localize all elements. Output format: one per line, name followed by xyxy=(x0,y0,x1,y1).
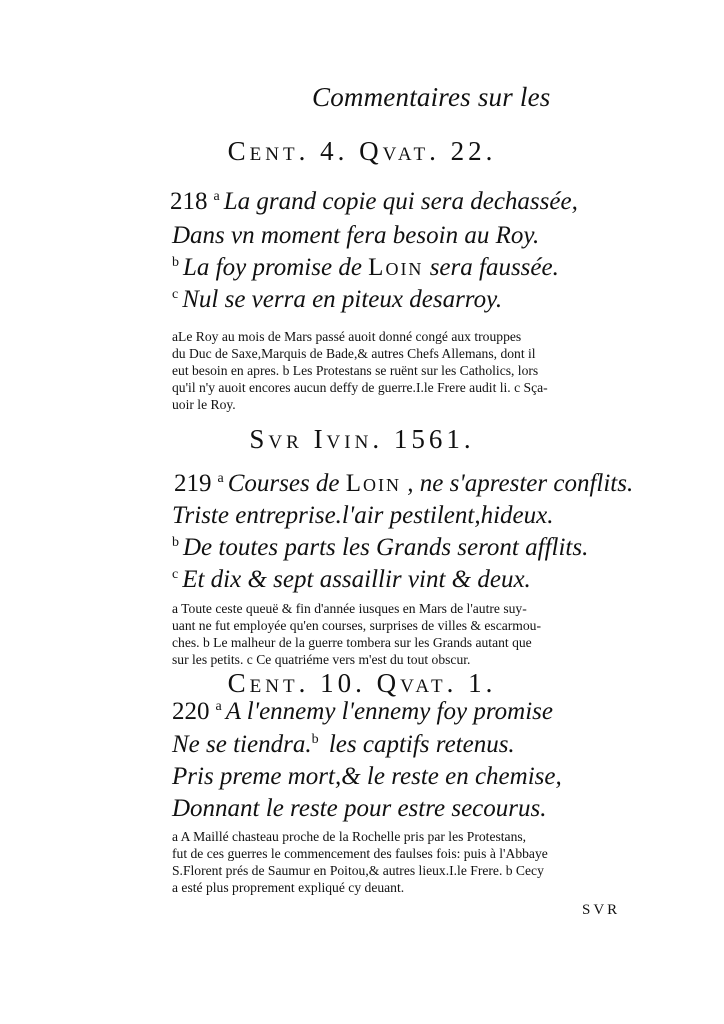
note-mark: c xyxy=(172,566,179,582)
verse-text: Et dix & sept assaillir vint & deux. xyxy=(182,566,531,593)
commentary-line: a Toute ceste queuë & fin d'année iusques en Mars de l'autre suy- xyxy=(172,601,527,616)
verse-text: Pris preme mort,& le reste en chemise, xyxy=(172,763,562,790)
commentary-line: a A Maillé chasteau proche de la Rochelle pris par les Protestans, xyxy=(172,829,527,844)
note-mark: c xyxy=(172,286,179,302)
verse-line xyxy=(172,286,502,314)
place-name: Loin xyxy=(368,254,424,281)
verse-text: Courses de xyxy=(227,470,346,497)
verse-text: Ne se tiendra. xyxy=(172,731,312,758)
verse-text: A l'ennemy l'ennemy foy promise xyxy=(225,698,553,725)
verse-line xyxy=(172,222,539,250)
section-heading: Cent. 10. Qvat. 1. xyxy=(227,668,497,698)
verse-text: , ne s'aprester conflits. xyxy=(401,470,634,497)
verse-line xyxy=(172,698,553,726)
commentary-line: eut besoin en apres. b Les Protestans se ruënt sur les Catholics, lors xyxy=(172,363,539,378)
note-mark: a xyxy=(217,470,224,486)
note-mark: a xyxy=(213,188,220,204)
quatrain-number: 219 xyxy=(174,470,212,497)
commentary-line: aLe Roy au mois de Mars passé auoit donné congé aux trouppes xyxy=(172,329,522,344)
verse-text: les captifs retenus. xyxy=(322,731,515,758)
catchword: SVR xyxy=(582,902,621,918)
commentary-line: S.Florent prés de Saumur en Poitou,& autres lieux.I.le Frere. b Cecy xyxy=(172,863,544,878)
commentary-line: a esté plus proprement expliqué cy deuant. xyxy=(172,880,405,895)
verse-text: Triste entreprise.l'air pestilent,hideux. xyxy=(172,502,554,529)
quatrain-number: 220 xyxy=(172,698,210,725)
note-mark: b xyxy=(172,534,179,550)
section-heading: Cent. 4. Qvat. 22. xyxy=(227,136,497,166)
verse-line xyxy=(172,763,562,791)
verse-text: La grand copie qui sera dechassée, xyxy=(223,188,578,215)
commentary-line: du Duc de Saxe,Marquis de Bade,& autres Chefs Allemans, dont il xyxy=(172,346,536,361)
verse-line xyxy=(170,188,578,216)
note-mark: a xyxy=(215,698,222,714)
verse-line xyxy=(172,254,559,282)
place-name: Loin xyxy=(345,470,402,497)
commentary-line: uant ne fut employée qu'en courses, surprises de villes & escarmou- xyxy=(172,618,541,633)
verse-line xyxy=(174,470,633,498)
commentary xyxy=(172,328,640,413)
note-mark: b xyxy=(311,731,319,747)
verse-text: Dans vn moment fera besoin au Roy. xyxy=(172,222,540,249)
verse-text: La foy promise de xyxy=(183,254,369,281)
commentary-line: fut de ces guerres le commencement des faulses fois: puis à l'Abbaye xyxy=(172,846,548,861)
commentary-line: ches. b Le malheur de la guerre tombera sur les Grands autant que xyxy=(172,635,532,650)
verse-text: De toutes parts les Grands seront afflits. xyxy=(183,534,589,561)
verse-line xyxy=(172,502,553,530)
note-mark: b xyxy=(172,254,179,270)
commentary xyxy=(172,600,640,668)
section-heading: Svr Ivin. 1561. xyxy=(249,424,475,454)
verse-text: Donnant le reste pour estre secourus. xyxy=(172,795,547,822)
verse-line xyxy=(172,566,531,594)
commentary-line: qu'il n'y auoit encores aucun deffy de guerre.I.le Frere audit li. c Sça- xyxy=(172,380,548,395)
running-head: Commentaires sur les xyxy=(312,82,551,112)
verse-text: Nul se verra en piteux desarroy. xyxy=(182,286,503,313)
verse-line xyxy=(172,534,588,562)
verse-text: sera faussée. xyxy=(423,254,559,281)
commentary-line: sur les petits. c Ce quatriéme vers m'est du tout obscur. xyxy=(172,652,471,667)
commentary xyxy=(172,828,634,896)
verse-line xyxy=(172,795,547,823)
quatrain-number: 218 xyxy=(170,188,208,215)
verse-line xyxy=(172,731,515,759)
commentary-line: uoir le Roy. xyxy=(172,397,236,412)
